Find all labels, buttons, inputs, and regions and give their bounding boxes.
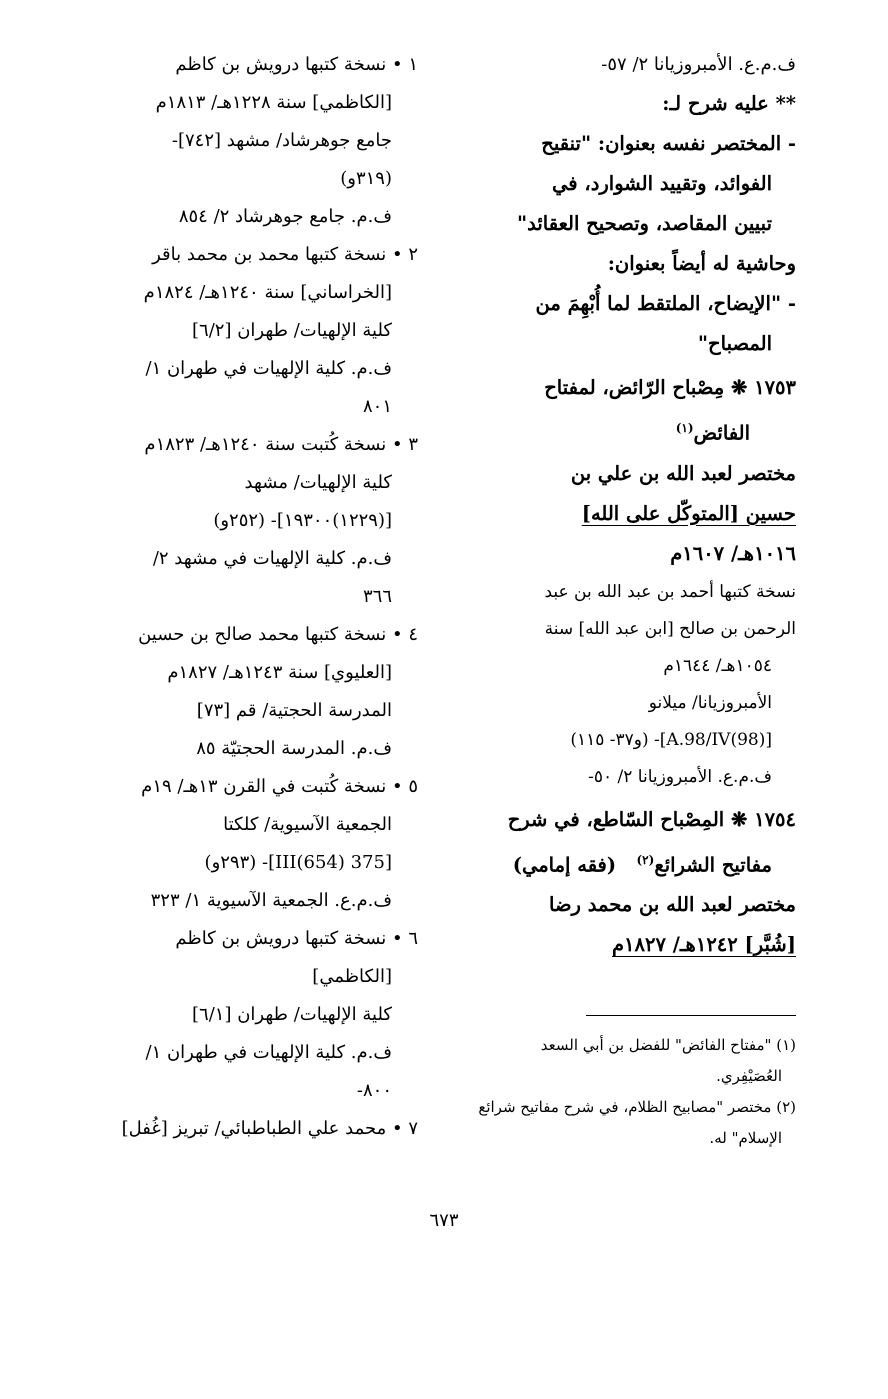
commentary-title-line: - المختصر نفسه بعنوان: "تنقيح: [541, 132, 796, 155]
gloss-title-line: - "الإيضاح، الملتقط لما أُبْهِمَ من: [535, 292, 796, 315]
catalog-reference: ف.م. كلية الإلهيات في طهران ١/: [145, 358, 392, 379]
entry-1753-date: ١٠١٦هـ/ ١٦٠٧م: [670, 541, 796, 565]
manuscript-item-4: ٤ • نسخة كتبها محمد صالح بن حسين: [138, 624, 418, 645]
manuscript-item-1: ١ • نسخة كتبها درويش بن كاظم: [175, 54, 418, 75]
entry-1754-subject: (فقه إمامي): [512, 853, 617, 876]
catalog-reference: ف.م.ع. الأمبروزيانا ٢/ ٥٧-: [601, 54, 796, 75]
entry-1754-author-date: [466, 925, 796, 965]
manuscript-line: [الخراساني] سنة ١٢٤٠هـ/ ١٨٢٤م: [143, 282, 392, 303]
manuscript-line: جامع جوهرشاد/ مشهد [٧٤٢]-: [171, 130, 392, 151]
page-number: ٦٧٣: [429, 1210, 459, 1231]
manuscript-line: [375 III(654)]- (٢٩٣و): [204, 852, 392, 873]
entry-1754-title-cont: [466, 840, 796, 886]
manuscript-line: الجمعية الآسيوية/ كلكتا: [223, 814, 392, 835]
right-column: [466, 46, 796, 965]
footnotes: [466, 1030, 796, 1154]
manuscript-shelfmark: [A.98/IV(98)]- (و٣٧- ١١٥): [570, 729, 772, 750]
footnote-2-cont: الإسلام" له.: [709, 1129, 782, 1147]
manuscript-line: كلية الإلهيات/ طهران [٦/١]: [192, 1004, 392, 1025]
gloss-note: وحاشية له أيضاً بعنوان:: [607, 252, 796, 275]
manuscript-line: المدرسة الحجتية/ قم [٧٣]: [196, 700, 392, 721]
entry-1753-title-cont: [466, 408, 796, 454]
manuscript-line: [العليوي] سنة ١٢٤٣هـ/ ١٨٢٧م: [167, 662, 392, 683]
manuscript-line: (٣١٩و): [340, 168, 392, 189]
catalog-reference: ف.م. كلية الإلهيات في طهران ١/: [145, 1042, 392, 1063]
manuscript-line: [الكاظمي] سنة ١٢٢٨هـ/ ١٨١٣م: [155, 92, 392, 113]
footnote-ref-2: (٢): [636, 852, 655, 867]
entry-1753-title: ١٧٥٣ ❋ مِصْباح الرّائض، لمفتاح: [544, 376, 796, 399]
manuscript-item-7: ٧ • محمد علي الطباطبائي/ تبريز [غُفل]: [121, 1118, 418, 1139]
footnote-1: (١) "مفتاح الفائض" للفضل بن أبي السعد: [540, 1036, 796, 1054]
manuscript-item-3: ٣ • نسخة كُتبت سنة ١٢٤٠هـ/ ١٨٢٣م: [144, 434, 418, 455]
catalog-reference: ف.م. المدرسة الحجتيّة ٨٥: [196, 738, 392, 759]
manuscript-item-6: ٦ • نسخة كتبها درويش بن كاظم: [175, 928, 418, 949]
manuscript-line: [الكاظمي]: [312, 966, 392, 987]
manuscript-item-5: ٥ • نسخة كُتبت في القرن ١٣هـ/ ١٩م: [141, 776, 418, 797]
manuscript-copy: الرحمن بن صالح [ابن عبد الله] سنة: [544, 618, 796, 639]
manuscript-date: ١٠٥٤هـ/ ١٦٤٤م: [663, 655, 772, 676]
catalog-reference: ف.م.ع. الأمبروزيانا ٢/ ٥٠-: [588, 766, 772, 787]
commentary-title-line: تبيين المقاصد، وتصحيح العقائد": [516, 212, 772, 235]
manuscript-line: كلية الإلهيات/ مشهد: [244, 472, 392, 493]
entry-1753-author-text: حسين [المتوكّل على الله]: [581, 501, 796, 525]
entry-1753-author: [466, 494, 796, 534]
commentary-note: ** عليه شرح لـ:: [662, 92, 796, 115]
manuscript-line: [(١٢٢٩)١٩٣٠٠]- (٢٥٢و): [213, 510, 392, 531]
entry-1754-title-text: مفاتيح الشرائع: [654, 853, 772, 876]
footnote-divider: [586, 1015, 796, 1016]
footnote-ref-1: (١): [675, 421, 694, 435]
manuscript-copy: نسخة كتبها أحمد بن عبد الله بن عبد: [544, 581, 796, 602]
left-column: [78, 46, 418, 1148]
catalog-reference: ف.م. كلية الإلهيات في مشهد ٢/: [152, 548, 392, 569]
gloss-title-line: المصباح": [697, 332, 772, 355]
entry-1754-author-text: [شُبَّر] ١٢٤٢هـ/ ١٨٢٧م: [611, 933, 796, 956]
catalog-reference: ٣٦٦: [362, 586, 392, 607]
commentary-title-line: الفوائد، وتقييد الشوارد، في: [552, 172, 772, 195]
footnote-2: (٢) مختصر "مصابيح الظلام، في شرح مفاتيح شرائع: [478, 1098, 796, 1116]
catalog-reference: ف.م.ع. الجمعية الآسيوية ١/ ٣٢٣: [150, 890, 392, 911]
manuscript-library: الأمبروزيانا/ ميلانو: [648, 692, 772, 713]
entry-1754-title: ١٧٥٤ ❋ المِصْباح السّاطع، في شرح: [507, 807, 796, 831]
entry-1754-author: مختصر لعبد الله بن محمد رضا: [549, 893, 796, 916]
entry-1753-title-text: الفائض: [693, 421, 750, 445]
footnote-1-cont: العُصَيْفِري.: [716, 1067, 782, 1085]
manuscript-item-2: ٢ • نسخة كتبها محمد بن محمد باقر: [152, 244, 418, 265]
catalog-reference: ٨٠٠-: [356, 1080, 392, 1101]
catalog-reference: ٨٠١: [362, 396, 392, 417]
manuscript-line: كلية الإلهيات/ طهران [٦/٢]: [192, 320, 392, 341]
entry-1753-author: مختصر لعبد الله بن علي بن: [570, 461, 796, 485]
catalog-reference: ف.م. جامع جوهرشاد ٢/ ٨٥٤: [178, 206, 392, 227]
